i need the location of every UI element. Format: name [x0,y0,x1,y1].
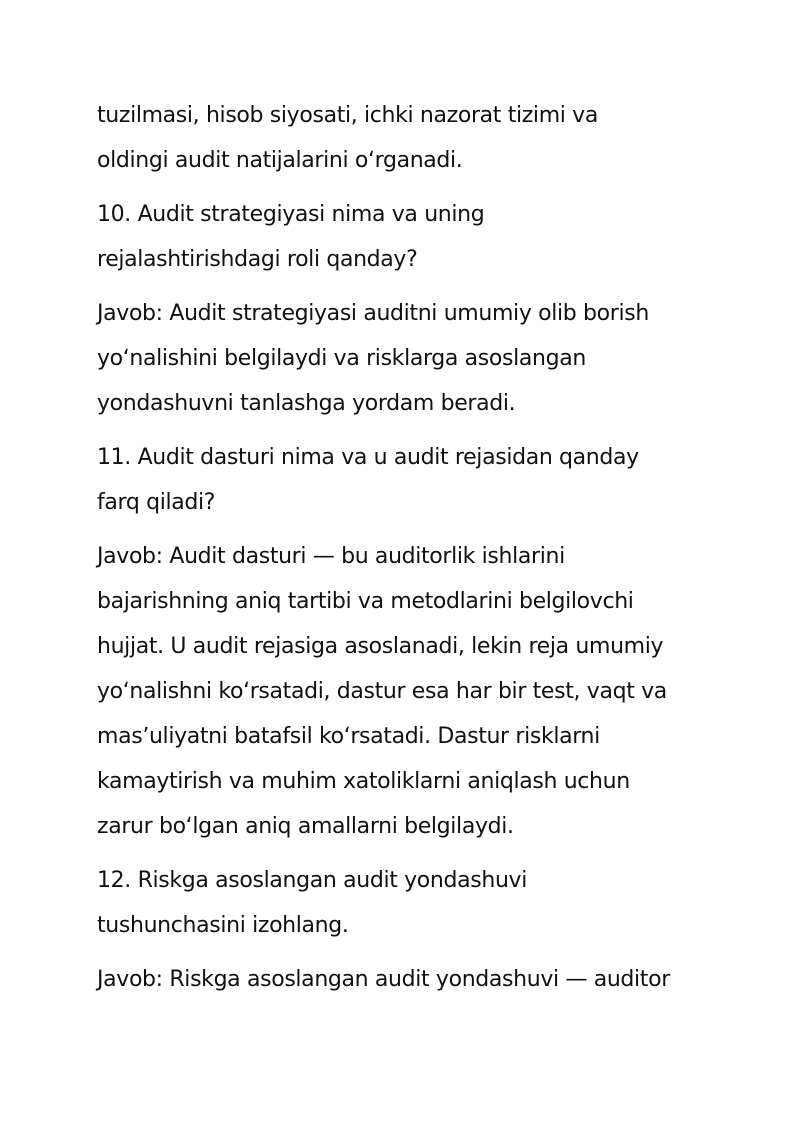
answer-11 [97,534,737,849]
text-line: 10. Audit strategiyasi nima va uning [97,202,485,227]
document-body [97,93,737,1011]
text-line: Javob: Audit strategiyasi auditni umumiy olib borish [97,301,649,326]
text-line: yoʻnalishni koʻrsatadi, dastur esa har bir test, vaqt va [97,679,667,704]
paragraph-continuation [97,93,737,183]
text-line: bajarishning aniq tartibi va metodlarini belgilovchi [97,589,634,614]
text-line: kamaytirish va muhim xatoliklarni aniqlash uchun [97,769,630,794]
question-11 [97,435,737,525]
question-12 [97,858,737,948]
text-line: masʼuliyatni batafsil koʻrsatadi. Dastur risklarni [97,724,600,749]
text-line: yoʻnalishini belgilaydi va risklarga asoslangan [97,346,586,371]
text-line: Javob: Audit dasturi — bu auditorlik ishlarini [97,544,565,569]
answer-10 [97,291,737,426]
text-line: zarur boʻlgan aniq amallarni belgilaydi. [97,814,514,839]
text-line: oldingi audit natijalarini oʻrganadi. [97,148,463,173]
text-line: farq qiladi? [97,490,216,515]
text-line: rejalashtirishdagi roli qanday? [97,247,418,272]
answer-12 [97,957,737,1002]
text-line: tushunchasini izohlang. [97,913,349,938]
text-line: 12. Riskga asoslangan audit yondashuvi [97,868,527,893]
question-10 [97,192,737,282]
text-line: hujjat. U audit rejasiga asoslanadi, lekin reja umumiy [97,634,664,659]
text-line: 11. Audit dasturi nima va u audit rejasidan qanday [97,445,639,470]
text-line: yondashuvni tanlashga yordam beradi. [97,391,516,416]
text-line: tuzilmasi, hisob siyosati, ichki nazorat tizimi va [97,103,598,128]
text-line: Javob: Riskga asoslangan audit yondashuvi — auditor [97,967,670,992]
